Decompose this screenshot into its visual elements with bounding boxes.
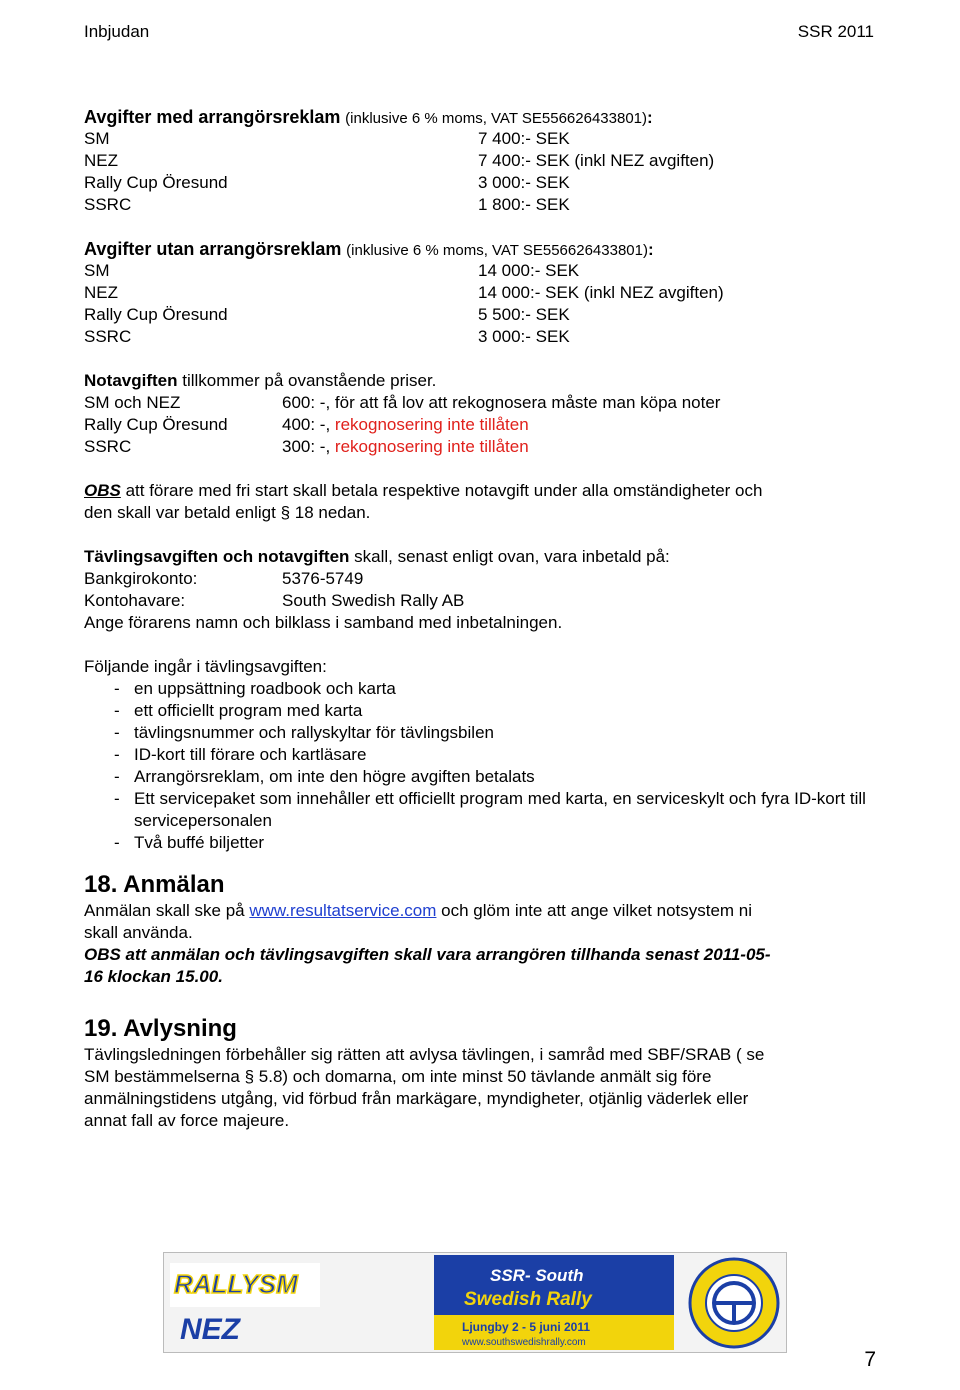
- svg-text:NEZ: NEZ: [180, 1313, 240, 1346]
- notes-row: SSRC 300: -, rekognosering inte tillåten: [84, 437, 529, 456]
- section-19-line: anmälningstidens utgång, vid förbud från markägare, myndigheter, otjänlig väderlek eller: [84, 1089, 749, 1108]
- banner-graphic: [164, 1253, 786, 1352]
- fee-row: NEZ 14 000:- SEK (inkl NEZ avgiften): [84, 283, 724, 302]
- section-18-line-1: Anmälan skall ske på www.resultatservice.com och glöm inte att ange vilket notsystem ni: [84, 901, 753, 920]
- ssr-logo: [434, 1255, 674, 1350]
- list-item: - Två buffé biljetter: [114, 833, 265, 852]
- payment-note: Ange förarens namn och bilklass i samband med inbetalningen.: [84, 613, 563, 632]
- resultatservice-link[interactable]: www.resultatservice.com: [249, 901, 437, 920]
- obs-line-2: den skall var betald enligt § 18 nedan.: [84, 503, 371, 522]
- fees-without-ads-list: [84, 260, 884, 348]
- section-19-line: Tävlingsledningen förbehåller sig rätten att avlysa tävlingen, i samråd med SBF/SRAB ( se: [84, 1045, 765, 1064]
- section-19-line: SM bestämmelserna § 5.8) och domarna, om inte minst 50 tävlande anmält sig före: [84, 1067, 712, 1086]
- list-item: - Ett servicepaket som innehåller ett officiellt program med karta, en serviceskylt och fyra ID-kort till servicepersonalen: [114, 789, 866, 830]
- list-item: - Arrangörsreklam, om inte den högre avgiften betalats: [114, 767, 535, 786]
- nez-logo: [180, 1313, 242, 1346]
- fee-row: Rally Cup Öresund 3 000:- SEK: [84, 173, 570, 192]
- document-body: [84, 106, 884, 1132]
- header-left: Inbjudan: [84, 22, 150, 41]
- payment-lead: Tävlingsavgiften och notavgiften skall, senast enligt ovan, vara inbetald på:: [84, 547, 670, 566]
- sbf-seal-logo: [690, 1259, 778, 1347]
- list-item: - ett officiellt program med karta: [114, 701, 363, 720]
- header-right: SSR 2011: [797, 22, 874, 41]
- svg-text:www.southswedishrally.com: www.southswedishrally.com: [462, 1337, 586, 1348]
- section-18-heading: 18. Anmälan: [84, 871, 225, 898]
- fee-row: SSRC 1 800:- SEK: [84, 195, 570, 214]
- notes-row: Rally Cup Öresund 400: -, rekognosering inte tillåten: [84, 415, 529, 434]
- svg-text:SSR- South: SSR- South: [490, 1266, 584, 1285]
- svg-text:RALLYSM: RALLYSM: [174, 1269, 298, 1299]
- svg-text:Ljungby 2 - 5 juni 2011: Ljungby 2 - 5 juni 2011: [462, 1320, 591, 1334]
- sponsor-banner: [163, 1252, 787, 1353]
- section-19-line: annat fall av force majeure.: [84, 1111, 290, 1130]
- notes-row: SM och NEZ 600: -, för att få lov att rekognosera måste man köpa noter: [84, 393, 721, 412]
- includes-lead: Följande ingår i tävlingsavgiften:: [84, 657, 327, 676]
- list-item: - ID-kort till förare och kartläsare: [114, 745, 367, 764]
- fees-with-ads-list: [84, 128, 884, 216]
- fee-row: SSRC 3 000:- SEK: [84, 327, 570, 346]
- rally-sm-logo: [170, 1263, 320, 1307]
- notes-lead: Notavgiften tillkommer på ovanstående priser.: [84, 371, 437, 390]
- fee-row: NEZ 7 400:- SEK (inkl NEZ avgiften): [84, 151, 715, 170]
- fee-row: SM 7 400:- SEK: [84, 129, 570, 148]
- fees-with-ads-title: Avgifter med arrangörsreklam (inklusive 6 % moms, VAT SE556626433801):: [84, 107, 653, 127]
- bank-row: Bankgirokonto: 5376-5749: [84, 569, 364, 588]
- obs-line-1: OBS att förare med fri start skall betala respektive notavgift under alla omständigheter och: [84, 481, 763, 500]
- holder-row: Kontohavare: South Swedish Rally AB: [84, 591, 465, 610]
- svg-text:Swedish Rally: Swedish Rally: [464, 1289, 592, 1310]
- page-number: 7: [864, 1348, 876, 1371]
- section-18-line-2: skall använda.: [84, 923, 193, 942]
- fee-row: Rally Cup Öresund 5 500:- SEK: [84, 305, 570, 324]
- section-18-obs-1: OBS att anmälan och tävlingsavgiften skall vara arrangören tillhanda senast 2011-05-: [84, 945, 771, 964]
- fees-without-ads-title: Avgifter utan arrangörsreklam (inklusive 6 % moms, VAT SE556626433801):: [84, 239, 654, 259]
- includes-list: [84, 678, 884, 854]
- section-18-obs-2: 16 klockan 15.00.: [84, 967, 223, 986]
- list-item: - tävlingsnummer och rallyskyltar för tävlingsbilen: [114, 723, 494, 742]
- fee-row: SM 14 000:- SEK: [84, 261, 580, 280]
- section-19-heading: 19. Avlysning: [84, 1015, 237, 1042]
- list-item: - en uppsättning roadbook och karta: [114, 679, 396, 698]
